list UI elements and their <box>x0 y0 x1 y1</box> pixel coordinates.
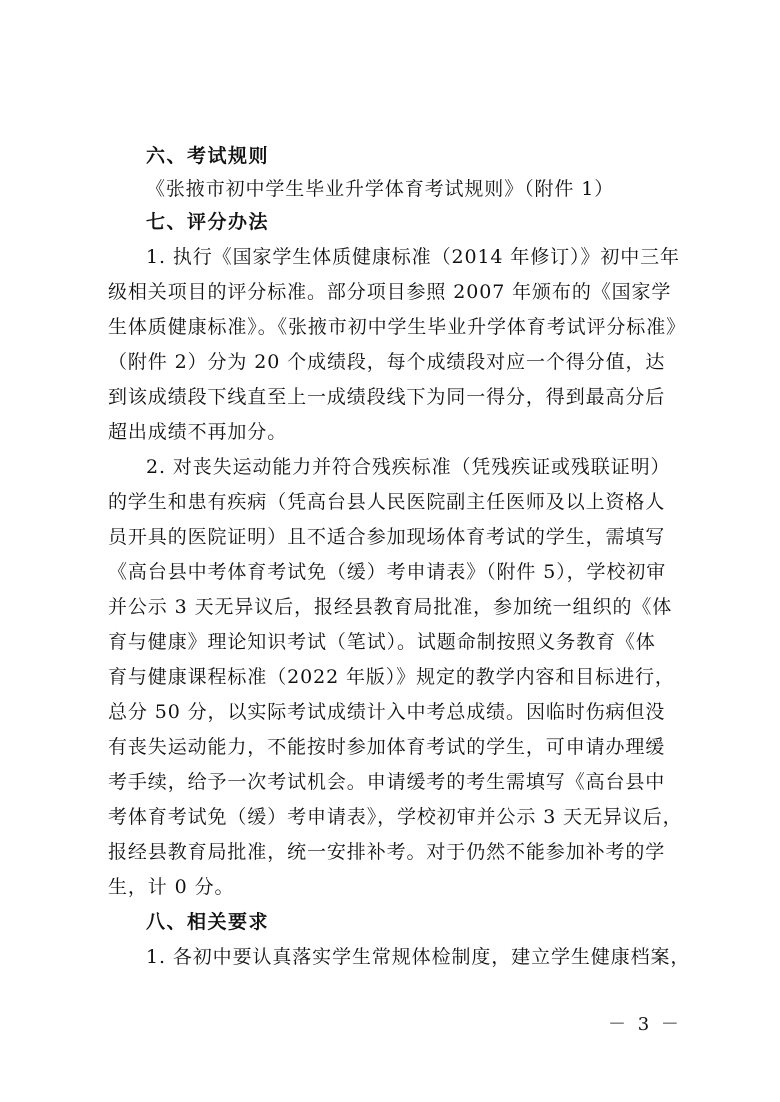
page-number: － 3 － <box>608 1014 682 1035</box>
paragraph-line: 1. 执行《国家学生体质健康标准（2014 年修订）》初中三年 <box>146 246 680 268</box>
paragraph-line: 育与健康课程标准（2022 年版）》规定的教学内容和目标进行， <box>108 666 675 688</box>
section-6-heading: 六、考试规则 <box>146 145 270 167</box>
paragraph-line: 到该成绩段下线直至上一成绩段线下为同一得分，得到最高分后 <box>108 386 666 408</box>
paragraph-line: 员开具的医院证明）且不适合参加现场体育考试的学生，需填写 <box>108 526 666 548</box>
paragraph-line: （附件 2）分为 20 个成绩段，每个成绩段对应一个得分值，达 <box>108 351 666 373</box>
paragraph-line: 生体质健康标准》。《张掖市初中学生毕业升学体育考试评分标准》 <box>108 316 687 338</box>
paragraph-line: 考手续，给予一次考试机会。申请缓考的考生需填写《高台县中 <box>108 771 666 793</box>
paragraph-line: 生，计 0 分。 <box>108 876 235 898</box>
paragraph-line: 《高台县中考体育考试免（缓）考申请表》（附件 5），学校初审 <box>108 561 667 583</box>
paragraph-line: 育与健康》理论知识考试（笔试）。试题命制按照义务教育《体 <box>108 631 656 653</box>
paragraph-line: 的学生和患有疾病（凭高台县人民医院副主任医师及以上资格人 <box>108 491 666 513</box>
paragraph-line: 并公示 3 天无异议后，报经县教育局批准，参加统一组织的《体 <box>108 596 673 618</box>
paragraph-line: 级相关项目的评分标准。部分项目参照 2007 年颁布的《国家学 <box>108 281 672 303</box>
section-6-text: 《张掖市初中学生毕业升学体育考试规则》（附件 1） <box>146 178 615 200</box>
section-8-heading: 八、相关要求 <box>146 911 270 933</box>
paragraph-line: 考体育考试免（缓）考申请表》，学校初审并公示 3 天无异议后， <box>108 806 683 828</box>
section-7-heading: 七、评分办法 <box>146 211 270 233</box>
paragraph-line: 总分 50 分，以实际考试成绩计入中考总成绩。因临时伤病但没 <box>108 701 666 723</box>
paragraph-line: 超出成绩不再加分。 <box>108 421 288 443</box>
paragraph-line: 报经县教育局批准，统一安排补考。对于仍然不能参加补考的学 <box>108 841 666 863</box>
paragraph-line: 2. 对丧失运动能力并符合残疾标准（凭残疾证或残联证明） <box>146 456 671 478</box>
paragraph-line: 有丧失运动能力，不能按时参加体育考试的学生，可申请办理缓 <box>108 736 666 758</box>
paragraph-line: 1. 各初中要认真落实学生常规体检制度，建立学生健康档案， <box>146 946 691 968</box>
